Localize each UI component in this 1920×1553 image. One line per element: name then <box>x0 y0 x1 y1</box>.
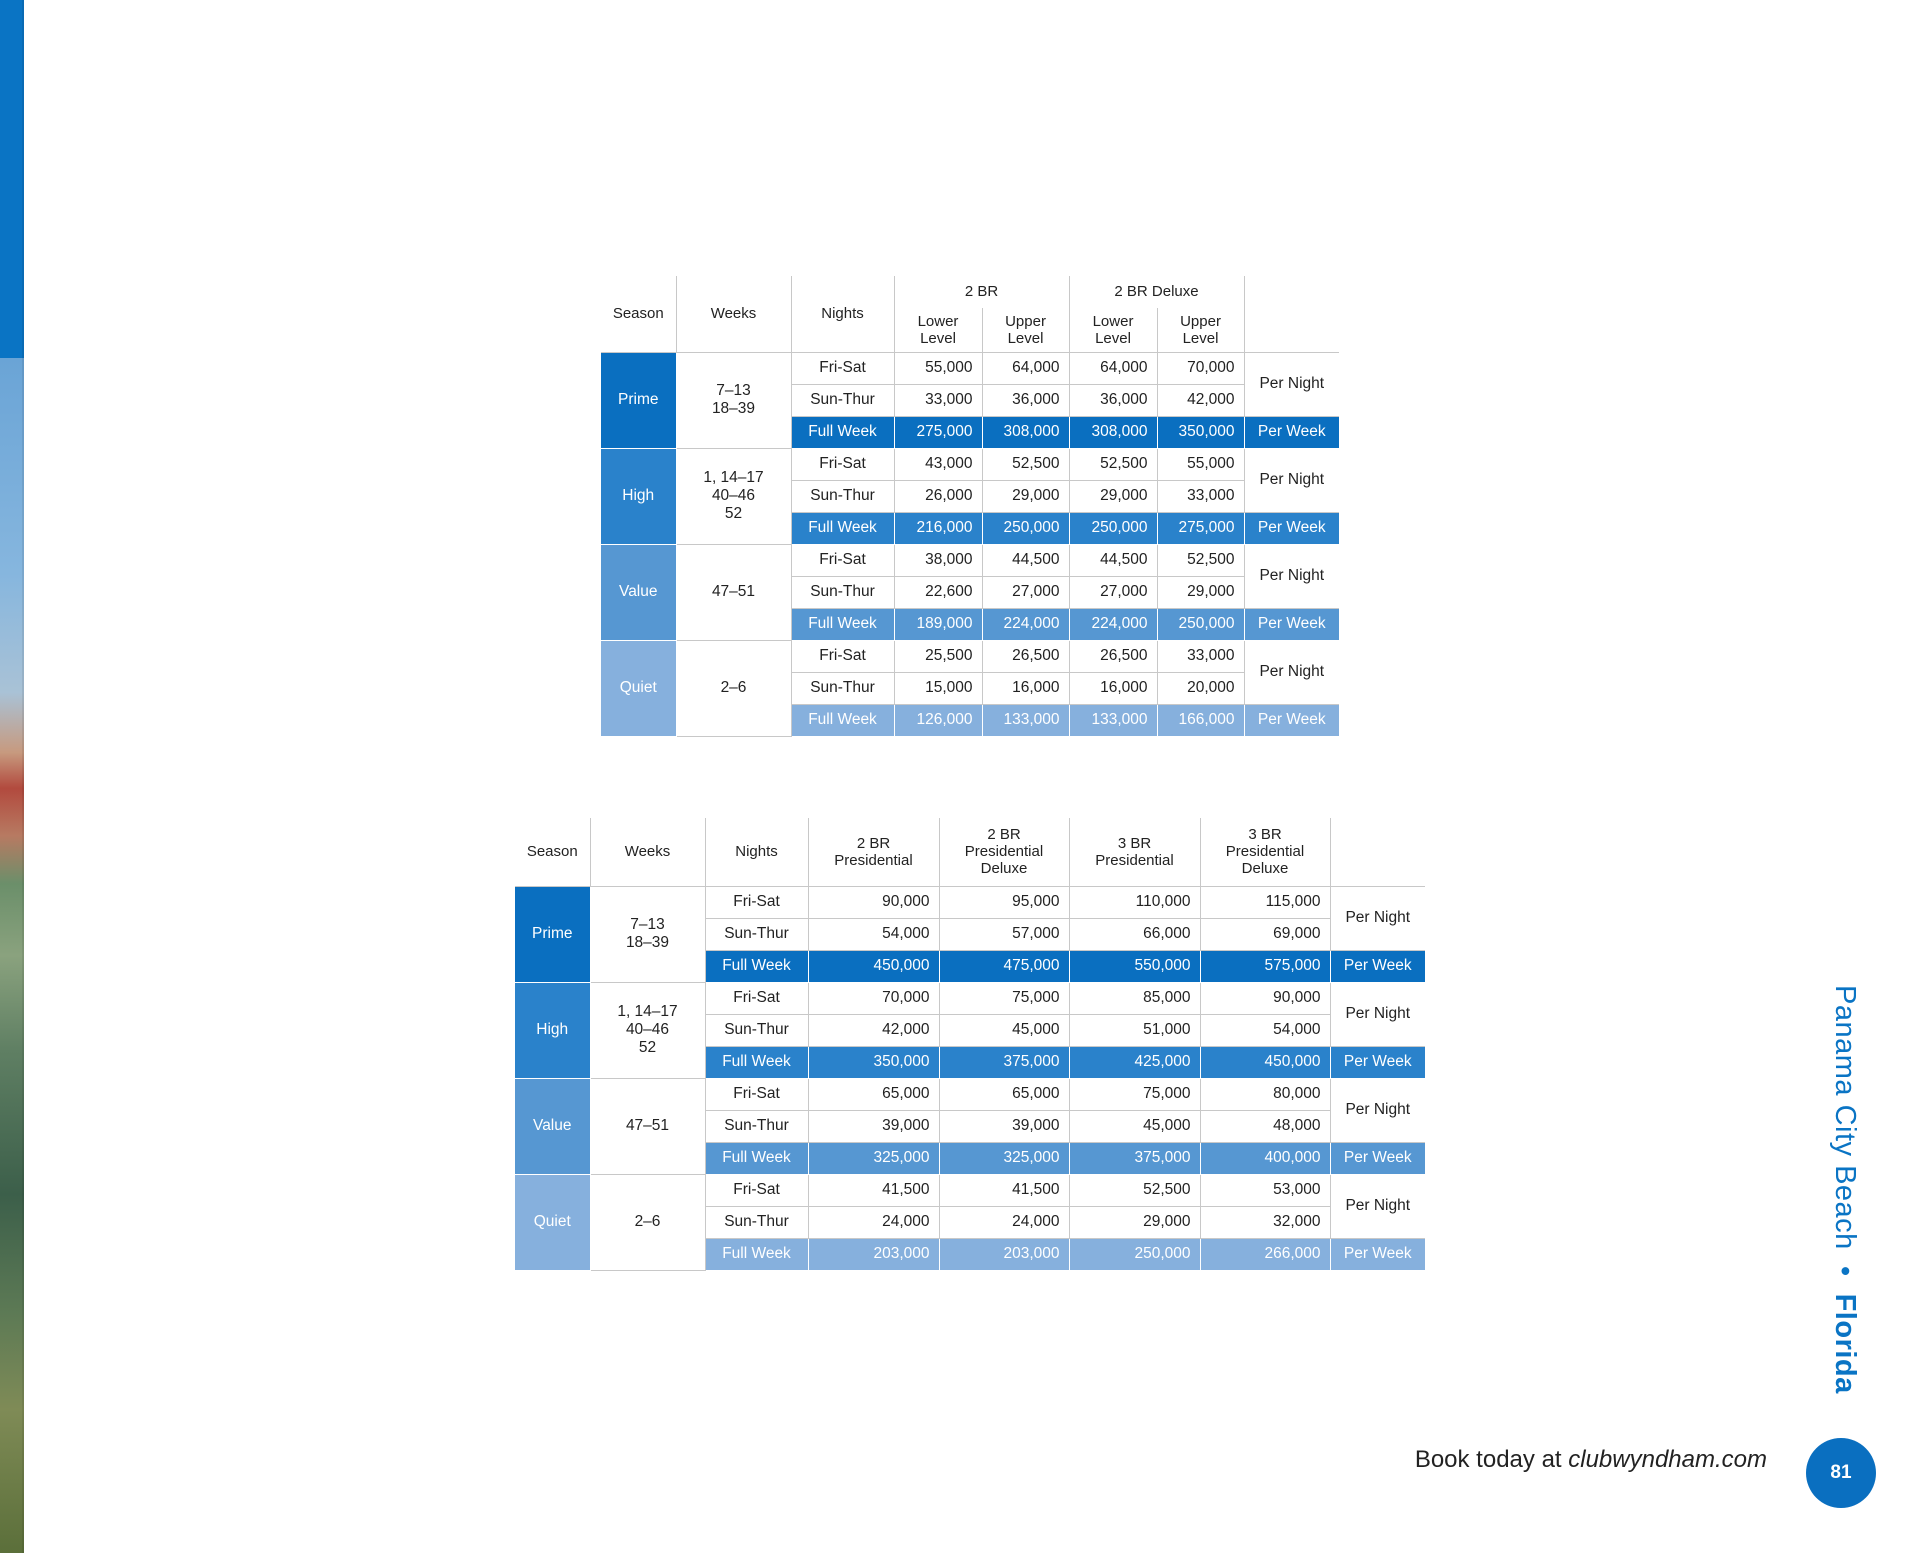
points-value: 16,000 <box>1069 672 1157 704</box>
points-value: 45,000 <box>1069 1110 1200 1142</box>
points-value: 375,000 <box>939 1046 1069 1078</box>
points-value: 57,000 <box>939 918 1069 950</box>
points-value: 45,000 <box>939 1014 1069 1046</box>
header-3br-presidential-deluxe: 3 BR Presidential Deluxe <box>1200 818 1330 886</box>
unit-per-night: Per Night <box>1330 1174 1425 1238</box>
table-row <box>515 1078 1425 1110</box>
header-upper-level: Upper Level <box>1157 308 1244 352</box>
unit-per-week: Per Week <box>1244 608 1339 640</box>
points-value: 24,000 <box>808 1206 939 1238</box>
points-value: 29,000 <box>1069 1206 1200 1238</box>
points-value: 95,000 <box>939 886 1069 918</box>
points-value: 224,000 <box>1069 608 1157 640</box>
season-label: Value <box>601 544 676 640</box>
season-label: Value <box>515 1078 590 1174</box>
header-unit-blank <box>1330 818 1425 886</box>
edge-photo-strip <box>0 0 24 1553</box>
nights-cell: Sun-Thur <box>705 1014 808 1046</box>
nights-cell: Fri-Sat <box>705 982 808 1014</box>
unit-per-week: Per Week <box>1330 950 1425 982</box>
weeks-cell: 47–51 <box>676 544 791 640</box>
table-row <box>515 1174 1425 1206</box>
points-value: 53,000 <box>1200 1174 1330 1206</box>
nights-cell: Sun-Thur <box>791 384 894 416</box>
points-value: 126,000 <box>894 704 982 736</box>
nights-cell: Full Week <box>705 1046 808 1078</box>
season-label: Prime <box>515 886 590 982</box>
nights-cell: Full Week <box>705 1142 808 1174</box>
nights-cell: Full Week <box>791 512 894 544</box>
points-value: 224,000 <box>982 608 1069 640</box>
points-value: 70,000 <box>1157 352 1244 384</box>
table-row <box>601 640 1339 672</box>
points-value: 203,000 <box>808 1238 939 1270</box>
unit-per-night: Per Night <box>1244 352 1339 416</box>
booking-prefix: Book today at <box>1414 1446 1569 1473</box>
points-value: 64,000 <box>982 352 1069 384</box>
header-season: Season <box>515 818 590 886</box>
points-value: 55,000 <box>1157 448 1244 480</box>
table-row <box>515 982 1425 1014</box>
points-value: 133,000 <box>982 704 1069 736</box>
points-value: 15,000 <box>894 672 982 704</box>
table-row <box>601 448 1339 480</box>
points-value: 133,000 <box>1069 704 1157 736</box>
points-value: 69,000 <box>1200 918 1330 950</box>
header-2br-presidential-deluxe: 2 BR Presidential Deluxe <box>939 818 1069 886</box>
separator-dot: • <box>1829 1266 1861 1278</box>
points-table-2br <box>601 276 1339 737</box>
points-value: 450,000 <box>808 950 939 982</box>
points-value: 350,000 <box>808 1046 939 1078</box>
unit-per-night: Per Night <box>1244 640 1339 704</box>
weeks-cell: 47–51 <box>590 1078 705 1174</box>
points-value: 550,000 <box>1069 950 1200 982</box>
points-value: 375,000 <box>1069 1142 1200 1174</box>
points-value: 110,000 <box>1069 886 1200 918</box>
unit-per-week: Per Week <box>1244 704 1339 736</box>
header-lower-level: Lower Level <box>1069 308 1157 352</box>
nights-cell: Sun-Thur <box>791 480 894 512</box>
points-value: 80,000 <box>1200 1078 1330 1110</box>
edge-color-bar <box>0 0 24 358</box>
header-upper-level: Upper Level <box>982 308 1069 352</box>
header-unit-blank <box>1244 276 1339 352</box>
nights-cell: Fri-Sat <box>705 1078 808 1110</box>
points-value: 250,000 <box>982 512 1069 544</box>
table-row <box>601 352 1339 384</box>
state-name: Florida <box>1829 1293 1861 1394</box>
unit-per-night: Per Night <box>1244 448 1339 512</box>
points-value: 70,000 <box>808 982 939 1014</box>
nights-cell: Fri-Sat <box>705 1174 808 1206</box>
points-value: 55,000 <box>894 352 982 384</box>
nights-cell: Fri-Sat <box>791 640 894 672</box>
points-value: 25,500 <box>894 640 982 672</box>
points-value: 266,000 <box>1200 1238 1330 1270</box>
points-value: 51,000 <box>1069 1014 1200 1046</box>
unit-per-night: Per Night <box>1244 544 1339 608</box>
points-value: 450,000 <box>1200 1046 1330 1078</box>
season-label: High <box>515 982 590 1078</box>
points-value: 575,000 <box>1200 950 1330 982</box>
city-name: Panama City Beach <box>1829 985 1861 1250</box>
points-value: 250,000 <box>1157 608 1244 640</box>
edge-shadow <box>22 0 24 1553</box>
unit-per-week: Per Week <box>1244 416 1339 448</box>
nights-cell: Full Week <box>705 1238 808 1270</box>
points-value: 38,000 <box>894 544 982 576</box>
points-value: 64,000 <box>1069 352 1157 384</box>
points-value: 39,000 <box>808 1110 939 1142</box>
points-value: 20,000 <box>1157 672 1244 704</box>
points-value: 43,000 <box>894 448 982 480</box>
points-value: 42,000 <box>1157 384 1244 416</box>
points-value: 85,000 <box>1069 982 1200 1014</box>
unit-per-night: Per Night <box>1330 886 1425 950</box>
points-value: 350,000 <box>1157 416 1244 448</box>
points-value: 250,000 <box>1069 512 1157 544</box>
weeks-cell: 7–13 18–39 <box>590 886 705 982</box>
header-2br-presidential: 2 BR Presidential <box>808 818 939 886</box>
points-value: 75,000 <box>939 982 1069 1014</box>
header-nights: Nights <box>791 276 894 352</box>
header-weeks: Weeks <box>676 276 791 352</box>
points-value: 65,000 <box>808 1078 939 1110</box>
unit-per-night: Per Night <box>1330 1078 1425 1142</box>
points-value: 48,000 <box>1200 1110 1330 1142</box>
points-value: 16,000 <box>982 672 1069 704</box>
nights-cell: Fri-Sat <box>791 448 894 480</box>
table-row <box>601 544 1339 576</box>
page-number-badge: 81 <box>1806 1438 1876 1508</box>
points-value: 115,000 <box>1200 886 1330 918</box>
table-body <box>601 352 1339 736</box>
season-label: Prime <box>601 352 676 448</box>
points-value: 66,000 <box>1069 918 1200 950</box>
points-value: 36,000 <box>1069 384 1157 416</box>
points-value: 308,000 <box>1069 416 1157 448</box>
nights-cell: Full Week <box>705 950 808 982</box>
points-value: 36,000 <box>982 384 1069 416</box>
points-value: 32,000 <box>1200 1206 1330 1238</box>
points-value: 189,000 <box>894 608 982 640</box>
points-value: 39,000 <box>939 1110 1069 1142</box>
points-value: 54,000 <box>1200 1014 1330 1046</box>
nights-cell: Sun-Thur <box>791 672 894 704</box>
header-nights: Nights <box>705 818 808 886</box>
points-value: 275,000 <box>894 416 982 448</box>
points-value: 52,500 <box>1157 544 1244 576</box>
nights-cell: Sun-Thur <box>705 1110 808 1142</box>
points-value: 33,000 <box>894 384 982 416</box>
nights-cell: Sun-Thur <box>791 576 894 608</box>
points-value: 52,500 <box>982 448 1069 480</box>
booking-line <box>1415 1446 1767 1474</box>
points-value: 425,000 <box>1069 1046 1200 1078</box>
unit-per-week: Per Week <box>1244 512 1339 544</box>
weeks-cell: 1, 14–17 40–46 52 <box>676 448 791 544</box>
points-value: 166,000 <box>1157 704 1244 736</box>
table-body <box>515 886 1425 1270</box>
nights-cell: Full Week <box>791 704 894 736</box>
points-table-presidential <box>515 818 1425 1271</box>
points-value: 27,000 <box>982 576 1069 608</box>
nights-cell: Sun-Thur <box>705 1206 808 1238</box>
header-lower-level: Lower Level <box>894 308 982 352</box>
unit-per-week: Per Week <box>1330 1142 1425 1174</box>
season-label: High <box>601 448 676 544</box>
header-group-2br: 2 BR <box>894 276 1069 308</box>
points-value: 44,500 <box>1069 544 1157 576</box>
nights-cell: Fri-Sat <box>705 886 808 918</box>
header-group-2br-deluxe: 2 BR Deluxe <box>1069 276 1244 308</box>
points-value: 250,000 <box>1069 1238 1200 1270</box>
points-value: 41,500 <box>939 1174 1069 1206</box>
location-title <box>1828 985 1861 1394</box>
nights-cell: Fri-Sat <box>791 544 894 576</box>
points-value: 33,000 <box>1157 640 1244 672</box>
points-value: 275,000 <box>1157 512 1244 544</box>
points-value: 26,500 <box>1069 640 1157 672</box>
points-value: 308,000 <box>982 416 1069 448</box>
points-value: 27,000 <box>1069 576 1157 608</box>
header-3br-presidential: 3 BR Presidential <box>1069 818 1200 886</box>
points-value: 65,000 <box>939 1078 1069 1110</box>
weeks-cell: 7–13 18–39 <box>676 352 791 448</box>
nights-cell: Fri-Sat <box>791 352 894 384</box>
points-value: 29,000 <box>1157 576 1244 608</box>
unit-per-week: Per Week <box>1330 1046 1425 1078</box>
points-value: 203,000 <box>939 1238 1069 1270</box>
points-value: 29,000 <box>1069 480 1157 512</box>
points-value: 216,000 <box>894 512 982 544</box>
points-value: 41,500 <box>808 1174 939 1206</box>
points-value: 90,000 <box>1200 982 1330 1014</box>
unit-per-week: Per Week <box>1330 1238 1425 1270</box>
points-value: 52,500 <box>1069 1174 1200 1206</box>
points-value: 29,000 <box>982 480 1069 512</box>
nights-cell: Sun-Thur <box>705 918 808 950</box>
points-value: 44,500 <box>982 544 1069 576</box>
points-value: 24,000 <box>939 1206 1069 1238</box>
weeks-cell: 1, 14–17 40–46 52 <box>590 982 705 1078</box>
points-value: 54,000 <box>808 918 939 950</box>
points-value: 325,000 <box>808 1142 939 1174</box>
edge-photo <box>0 358 24 1553</box>
points-value: 33,000 <box>1157 480 1244 512</box>
header-weeks: Weeks <box>590 818 705 886</box>
points-value: 75,000 <box>1069 1078 1200 1110</box>
weeks-cell: 2–6 <box>590 1174 705 1270</box>
table-row <box>515 886 1425 918</box>
weeks-cell: 2–6 <box>676 640 791 736</box>
season-label: Quiet <box>515 1174 590 1270</box>
points-value: 90,000 <box>808 886 939 918</box>
points-value: 400,000 <box>1200 1142 1330 1174</box>
header-season: Season <box>601 276 676 352</box>
points-value: 22,600 <box>894 576 982 608</box>
points-value: 26,000 <box>894 480 982 512</box>
nights-cell: Full Week <box>791 608 894 640</box>
points-value: 42,000 <box>808 1014 939 1046</box>
points-value: 52,500 <box>1069 448 1157 480</box>
points-value: 475,000 <box>939 950 1069 982</box>
booking-url[interactable]: clubwyndham.com <box>1568 1446 1767 1473</box>
unit-per-night: Per Night <box>1330 982 1425 1046</box>
season-label: Quiet <box>601 640 676 736</box>
points-value: 26,500 <box>982 640 1069 672</box>
nights-cell: Full Week <box>791 416 894 448</box>
points-value: 325,000 <box>939 1142 1069 1174</box>
